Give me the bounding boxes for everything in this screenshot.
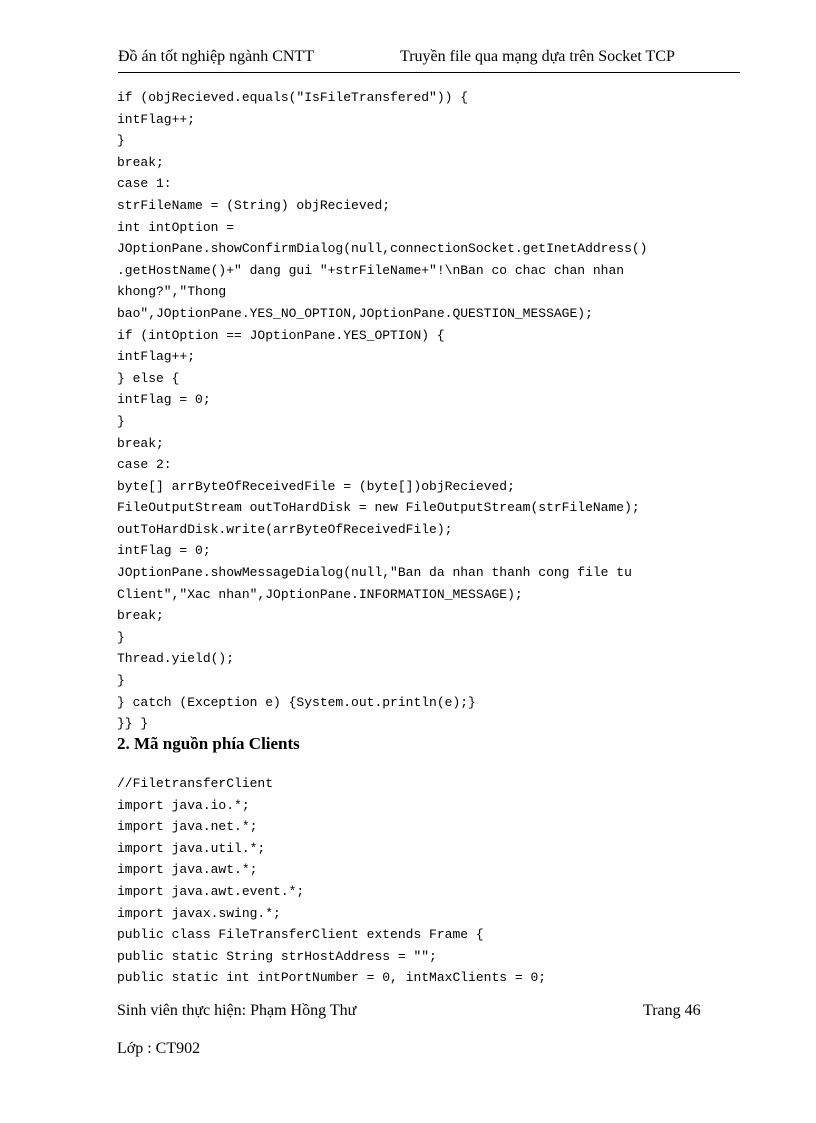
- code-line: if (intOption == JOptionPane.YES_OPTION) {: [117, 327, 445, 343]
- code-line: } catch (Exception e) {System.out.println(e);}: [117, 694, 476, 710]
- code-line: Thread.yield();: [117, 651, 235, 667]
- code-line: intFlag++;: [117, 349, 196, 365]
- code-line: intFlag = 0;: [117, 392, 211, 408]
- code-line: import java.net.*;: [117, 819, 258, 835]
- code-line: }: [117, 629, 125, 645]
- code-line: import java.awt.event.*;: [117, 883, 305, 899]
- page-header: [118, 48, 740, 73]
- code-line: }: [117, 413, 125, 429]
- code-line: public static String strHostAddress = "";: [117, 948, 437, 964]
- code-line: .getHostName()+" dang gui "+strFileName+"!\nBan co chac chan nhan: [117, 262, 625, 278]
- code-line: import javax.swing.*;: [117, 905, 281, 921]
- code-block-server: [117, 87, 737, 735]
- code-line: intFlag = 0;: [117, 543, 211, 559]
- code-line: } else {: [117, 370, 180, 386]
- code-line: break;: [117, 435, 164, 451]
- code-line: khong?","Thong: [117, 284, 227, 300]
- header-topic-title: Truyền file qua mạng dựa trên Socket TCP: [400, 48, 675, 65]
- code-line: bao",JOptionPane.YES_NO_OPTION,JOptionPane.QUESTION_MESSAGE);: [117, 305, 593, 321]
- footer-page-number: Trang 46: [643, 1002, 701, 1019]
- code-line: break;: [117, 154, 164, 170]
- code-line: public static int intPortNumber = 0, intMaxClients = 0;: [117, 970, 547, 986]
- code-line: }: [117, 673, 125, 689]
- code-line: public class FileTransferClient extends Frame {: [117, 927, 484, 943]
- code-line: import java.io.*;: [117, 797, 250, 813]
- code-line: int intOption =: [117, 219, 235, 235]
- code-line: strFileName = (String) objRecieved;: [117, 197, 391, 213]
- code-line: FileOutputStream outToHardDisk = new FileOutputStream(strFileName);: [117, 500, 640, 516]
- code-line: }: [117, 133, 125, 149]
- code-line: case 1:: [117, 176, 172, 192]
- code-line: if (objRecieved.equals("IsFileTransfered")) {: [117, 90, 469, 105]
- code-line: JOptionPane.showConfirmDialog(null,connectionSocket.getInetAddress(): [117, 241, 648, 257]
- footer-class: Lớp : CT902: [117, 1040, 201, 1057]
- code-line: byte[] arrByteOfReceivedFile = (byte[])objRecieved;: [117, 478, 515, 494]
- code-line: }} }: [117, 716, 149, 732]
- code-line: import java.util.*;: [117, 840, 266, 856]
- header-thesis-title: Đồ án tốt nghiệp ngành CNTT: [118, 48, 314, 65]
- code-line: Client","Xac nhan",JOptionPane.INFORMATION_MESSAGE);: [117, 586, 523, 602]
- code-line: intFlag++;: [117, 111, 196, 127]
- code-block-client: [117, 773, 737, 989]
- code-line: JOptionPane.showMessageDialog(null,"Ban da nhan thanh cong file tu: [117, 565, 632, 581]
- code-line: break;: [117, 608, 164, 624]
- footer-student: Sinh viên thực hiện: Phạm Hồng Thư: [117, 1002, 357, 1019]
- code-line: outToHardDisk.write(arrByteOfReceivedFile);: [117, 521, 453, 537]
- code-line: case 2:: [117, 457, 172, 473]
- section-heading: 2. Mã nguồn phía Clients: [117, 734, 300, 753]
- code-line: //FiletransferClient: [117, 776, 274, 791]
- code-line: import java.awt.*;: [117, 862, 258, 878]
